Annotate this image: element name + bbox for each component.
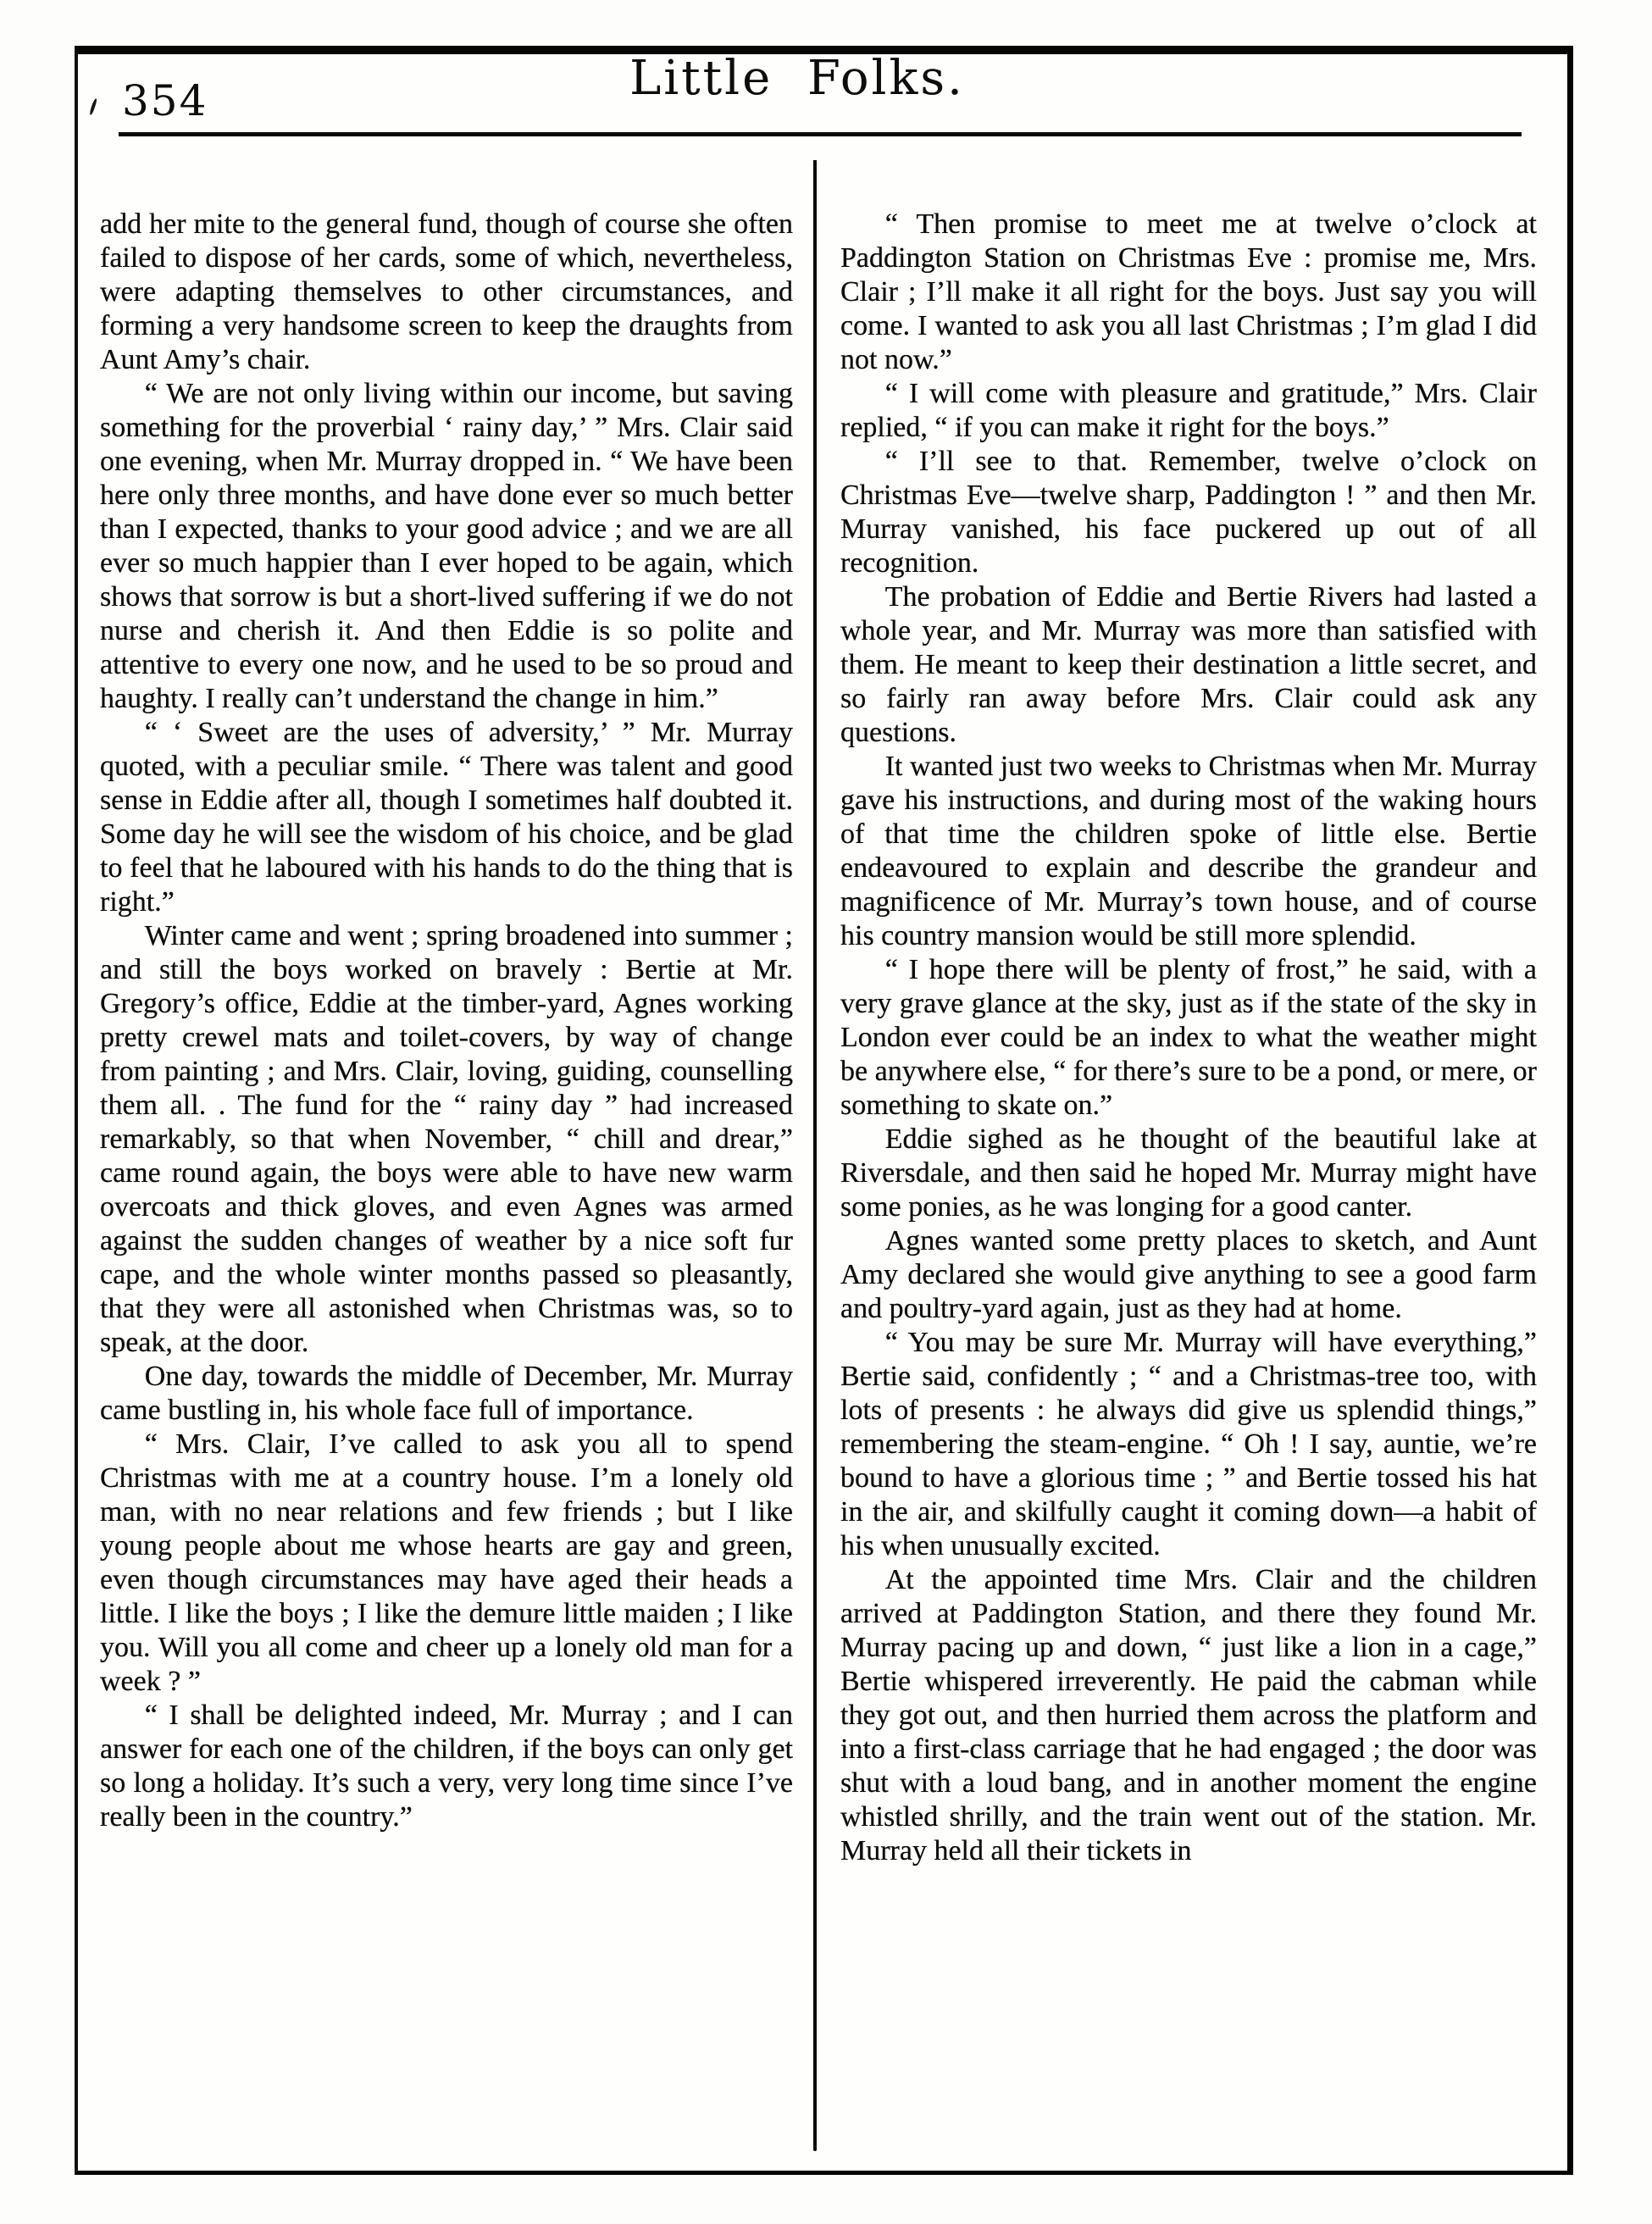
- paragraph: “ Then promise to meet me at twelve o’clock at Paddington Station on Christmas Eve : promise me, Mrs. Clair ; I’ll make it all right for the boys. Just say you will come. I wanted to ask you all last Christmas ; I’m glad I did not now.”: [840, 208, 1537, 375]
- paragraph: At the appointed time Mrs. Clair and the children arrived at Paddington Station, and there they found Mr. Murray pacing up and down, “ just like a lion in a cage,” Bertie whispered irreverently. He paid the cabman while they got out, and then hurried them across the platform and into a first-class carriage that he had engaged ; the door was shut with a loud bang, and in another moment the engine whistled shrilly, and the train went out of the station. Mr. Murray held all their tickets in: [840, 1564, 1537, 1866]
- paragraph: One day, towards the middle of December, Mr. Murray came bustling in, his whole face full of importance.: [100, 1361, 793, 1426]
- paragraph: The probation of Eddie and Bertie Rivers had lasted a whole year, and Mr. Murray was more than satisfied with them. He meant to keep their destination a little secret, and so fairly ran away before Mrs. Clair could ask any questions.: [840, 581, 1537, 748]
- column-divider: [813, 160, 817, 2151]
- paragraph: “ ‘ Sweet are the uses of adversity,’ ” Mr. Murray quoted, with a peculiar smile. “ There was talent and good sense in Eddie after all, though I sometimes half doubted it. Some day he will see the wisdom of his choice, and be glad to feel that he laboured with his hands to do the thing that is right.”: [100, 717, 793, 918]
- paragraph: “ I shall be delighted indeed, Mr. Murray ; and I can answer for each one of the children, if the boys can only get so long a holiday. It’s such a very, very long time since I’ve really been in the country.”: [100, 1700, 793, 1833]
- paragraph: “ You may be sure Mr. Murray will have everything,” Bertie said, confidently ; “ and a Christmas-tree too, with lots of presents : he always did give us splendid things,” remembering the steam-engine. “ Oh ! I say, auntie, we’re bound to have a glorious time ; ” and Bertie tossed his hat in the air, and skilfully caught it coming down—a habit of his when unusually excited.: [840, 1327, 1537, 1561]
- paragraph: Winter came and went ; spring broadened into summer ; and still the boys worked on bravely : Bertie at Mr. Gregory’s office, Eddie at the timber-yard, Agnes working pretty crewel mats and toilet-covers, by way of change from painting ; and Mrs. Clair, loving, guiding, counselling them all. . The fund for the “ rainy day ” had increased remarkably, so that when November, “ chill and drear,” came round again, the boys were able to have new warm overcoats and thick gloves, and even Agnes was armed against the sudden changes of weather by a nice soft fur cape, and the whole winter months passed so pleasantly, that they were all astonished when Christmas was, so to speak, at the door.: [100, 920, 793, 1358]
- page-frame: [75, 46, 1573, 2175]
- left-column: [100, 160, 793, 2151]
- right-column: [840, 160, 1537, 2151]
- paragraph: add her mite to the general fund, though of course she often failed to dispose of her cards, some of which, nevertheless, were adapting themselves to other circumstances, and forming a very handsome screen to keep the draughts from Aunt Amy’s chair.: [100, 208, 793, 375]
- page-number: 354: [122, 76, 208, 125]
- paragraph: “ I hope there will be plenty of frost,” he said, with a very grave glance at the sky, just as if the state of the sky in London ever could be an index to what the weather might be anywhere else, “ for there’s sure to be a pond, or mere, or something to skate on.”: [840, 954, 1537, 1121]
- paragraph: Eddie sighed as he thought of the beautiful lake at Riversdale, and then said he hoped Mr. Murray might have some ponies, as he was longing for a good canter.: [840, 1123, 1537, 1223]
- paragraph: “ I’ll see to that. Remember, twelve o’clock on Christmas Eve—twelve sharp, Paddington ! ” and then Mr. Murray vanished, his face puckered up out of all recognition.: [840, 446, 1537, 579]
- page-title: Little Folks.: [629, 51, 965, 106]
- paragraph: It wanted just two weeks to Christmas when Mr. Murray gave his instructions, and during most of the waking hours of that time the children spoke of little else. Bertie endeavoured to explain and describe the grandeur and magnificence of Mr. Murray’s town house, and of course his country mansion would be still more splendid.: [840, 751, 1537, 951]
- paragraph: Agnes wanted some pretty places to sketch, and Aunt Amy declared she would give anything to see a good farm and poultry-yard again, just as they had at home.: [840, 1225, 1537, 1324]
- header-rule: [119, 132, 1522, 136]
- paragraph: “ I will come with pleasure and gratitude,” Mrs. Clair replied, “ if you can make it right for the boys.”: [840, 378, 1537, 443]
- paragraph: “ We are not only living within our income, but saving something for the proverbial ‘ rainy day,’ ” Mrs. Clair said one evening, when Mr. Murray dropped in. “ We have been here only three months, and have done ever so much better than I expected, thanks to your good advice ; and we are all ever so much happier than I ever hoped to be again, which shows that sorrow is but a short-lived suffering if we do not nurse and cherish it. And then Eddie is so polite and attentive to every one now, and he used to be so proud and haughty. I really can’t understand the change in him.”: [100, 378, 793, 714]
- text-columns: [100, 160, 1537, 2151]
- paragraph: “ Mrs. Clair, I’ve called to ask you all to spend Christmas with me at a country house. I’m a lonely old man, with no near relations and few friends ; but I like young people about me whose hearts are gay and green, even though circumstances may have aged their heads a little. I like the boys ; I like the demure little maiden ; I like you. Will you all come and cheer up a lonely old man for a week ? ”: [100, 1428, 793, 1697]
